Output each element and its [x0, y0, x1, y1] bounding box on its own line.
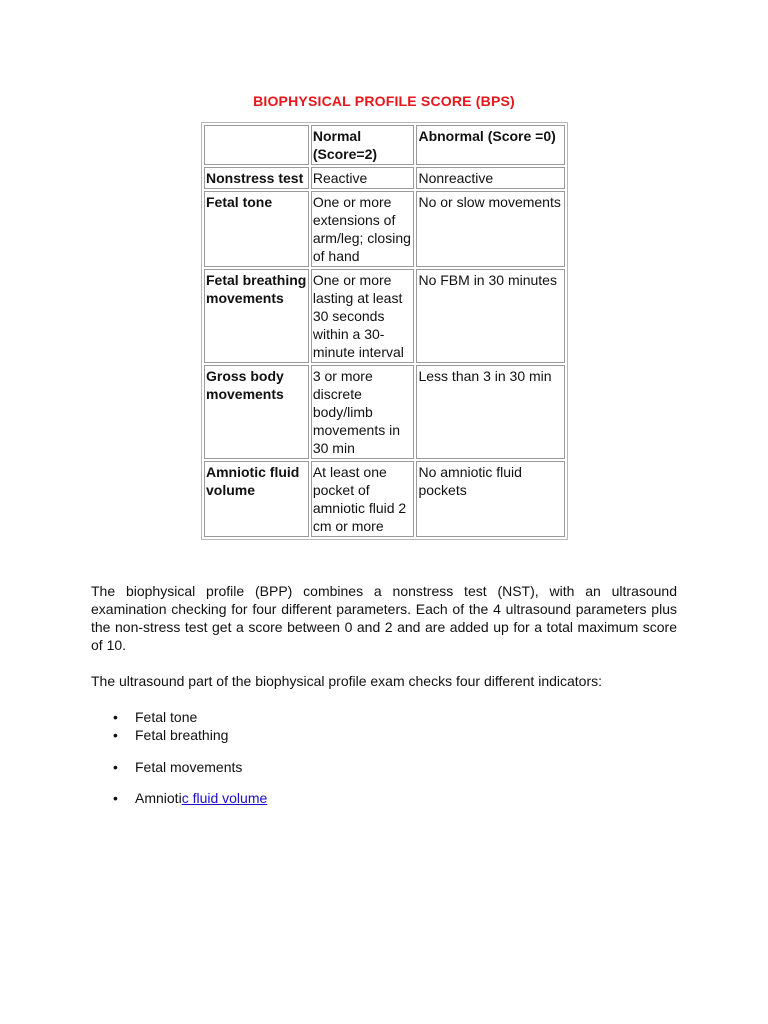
- table-cell-abnormal: No or slow movements: [416, 191, 565, 267]
- table-cell-normal: At least one pocket of amniotic fluid 2 cm or more: [311, 461, 415, 537]
- table-row: [204, 269, 565, 363]
- bullet-icon: •: [113, 727, 118, 743]
- table-header-cell: [204, 125, 309, 165]
- table-cell-normal: Reactive: [311, 167, 415, 189]
- table-cell-param: Gross body movements: [204, 365, 309, 459]
- table-cell-normal: One or more lasting at least 30 seconds within a 30-minute interval: [311, 269, 415, 363]
- list-item-text: Fetal breathing: [135, 727, 229, 743]
- table-row: [204, 191, 565, 267]
- table-cell-abnormal: Nonreactive: [416, 167, 565, 189]
- page-title: BIOPHYSICAL PROFILE SCORE (BPS): [253, 93, 515, 109]
- table-header-cell: Abnormal (Score =0): [416, 125, 565, 165]
- table-cell-param: Fetal breathing movements: [204, 269, 309, 363]
- table-row: [204, 167, 565, 189]
- table-cell-abnormal: Less than 3 in 30 min: [416, 365, 565, 459]
- list-item: [113, 758, 242, 776]
- list-item-text: Fetal movements: [135, 759, 243, 775]
- amniotic-fluid-link[interactable]: c fluid volume: [181, 790, 268, 806]
- list-item-text: Amnioti: [135, 790, 182, 806]
- table-cell-param: Nonstress test: [204, 167, 309, 189]
- intro-paragraph: The biophysical profile (BPP) combines a nonstress test (NST), with an ultrasound examination checking for four different parameters. Each of the 4 ultrasound parameters plus the non-stress test get a score between 0 and 2 and are added up for a total maximum score of 10.: [91, 583, 677, 653]
- table-header-row: [204, 125, 565, 165]
- indicators-paragraph: The ultrasound part of the biophysical profile exam checks four different indicators:: [91, 673, 603, 689]
- table-cell-param: Amniotic fluid volume: [204, 461, 309, 537]
- table-row: [204, 461, 565, 537]
- list-item: [113, 789, 267, 807]
- table-cell-normal: 3 or more discrete body/limb movements in 30 min: [311, 365, 415, 459]
- table-cell-param: Fetal tone: [204, 191, 309, 267]
- table-row: [204, 365, 565, 459]
- list-item: [113, 708, 197, 726]
- bullet-icon: •: [113, 759, 118, 775]
- list-item-text: Fetal tone: [135, 709, 198, 725]
- table-cell-abnormal: No FBM in 30 minutes: [416, 269, 565, 363]
- table-cell-normal: One or more extensions of arm/leg; closing of hand: [311, 191, 415, 267]
- bullet-icon: •: [113, 709, 118, 725]
- table-header-cell: Normal (Score=2): [311, 125, 415, 165]
- biophysical-profile-table: [201, 122, 568, 540]
- list-item: [113, 726, 228, 744]
- table-cell-abnormal: No amniotic fluid pockets: [416, 461, 565, 537]
- bullet-icon: •: [113, 790, 118, 806]
